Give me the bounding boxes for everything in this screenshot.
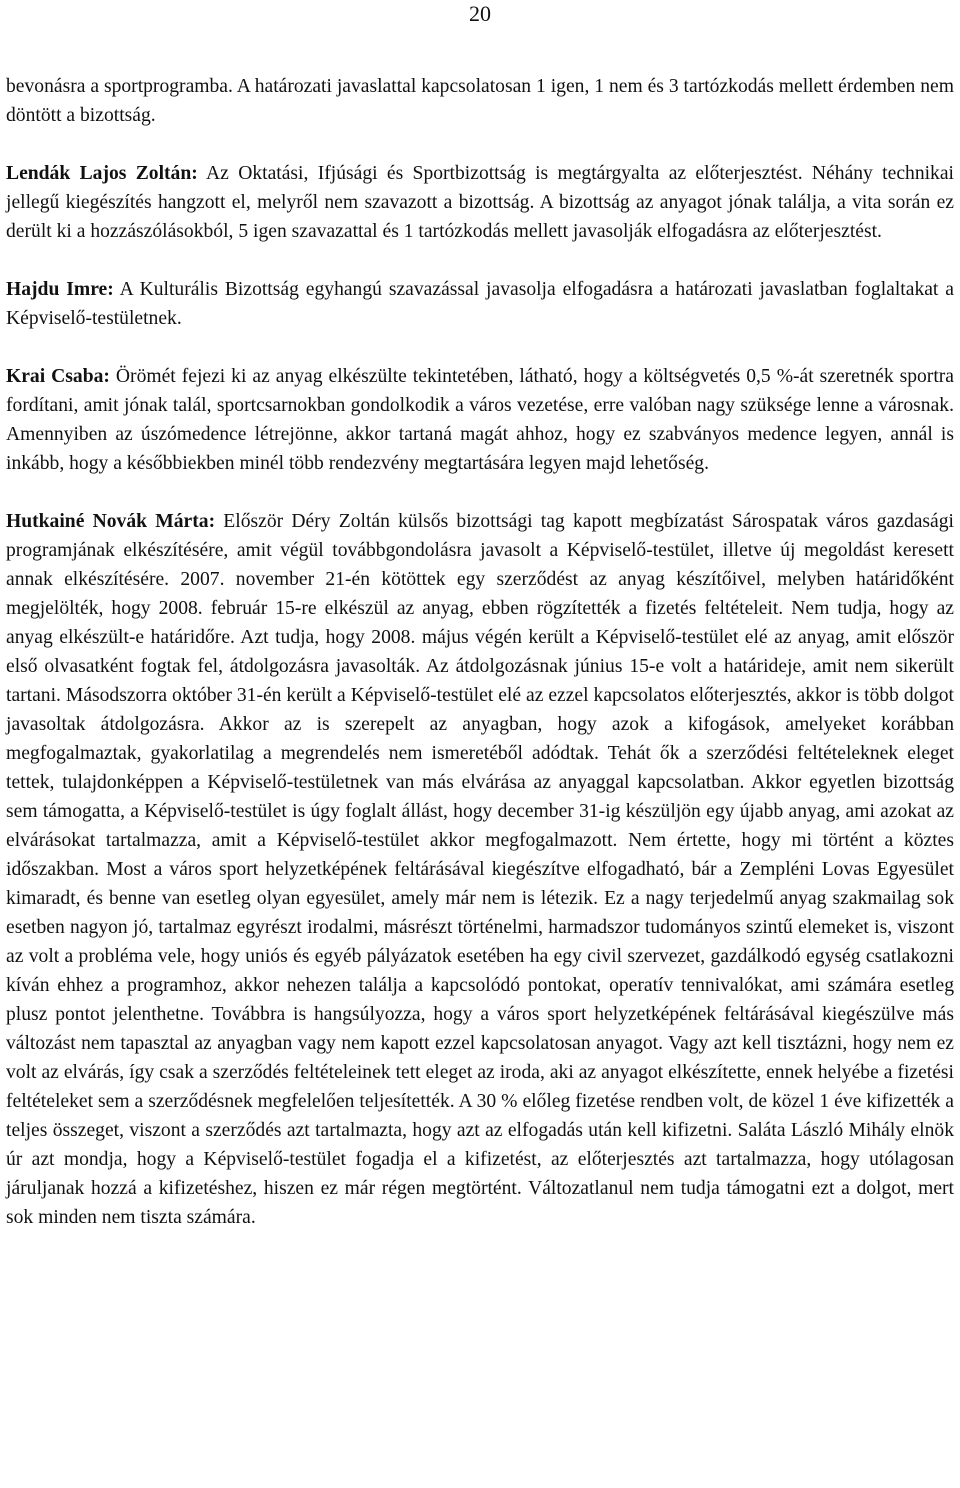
paragraph-krai <box>6 362 954 478</box>
paragraph-text: bevonásra a sportprogramba. A határozati javaslattal kapcsolatosan 1 igen, 1 nem és 3 tartózkodás mellett érdemben nem döntött a bizottság. <box>6 76 954 126</box>
paragraph-text: A Kulturális Bizottság egyhangú szavazással javasolja elfogadásra a határozati javaslatban foglaltakat a Képviselő-testületnek. <box>6 279 954 329</box>
paragraph-lendak <box>6 159 954 246</box>
paragraph-text: Először Déry Zoltán külsős bizottsági tag kapott megbízatást Sárospatak város gazdasági programjának elkészítésére, amit végül továbbgondolásra javasolt a Képviselő-testület, illetve új megoldást keresett annak elkészítésére. 2007. november 21-én kötöttek egy szerződést az anyag készítőivel, melyben határidőként megjelölték, hogy 2008. február 15-re elkészül az anyag, ebben rögzítették a fizetés feltételeit. Nem tudja, hogy az anyag elkészült-e határidőre. Azt tudja, hogy 2008. május végén került a Képviselő-testület elé az anyag, amit először első olvasatként fogtak fel, átdolgozásra javasolták. Az átdolgozásnak június 15-e volt a határideje, amit nem sikerült tartani. Másodszorra október 31-én került a Képviselő-testület elé az ezzel kapcsolatos előterjesztés, akkor is több dolgot javasoltak átdolgozásra. Akkor az is szerepelt az anyagban, hogy azok a kifogások, amelyeket korábban megfogalmaztak, gyakorlatilag a megrendelés nem ismeretéből adódtak. Tehát ők a szerződési feltételeknek eleget tettek, tulajdonképpen a Képviselő-testületnek van más elvárása az anyaggal kapcsolatban. Akkor egyetlen bizottság sem támogatta, a Képviselő-testület is úgy foglalt állást, hogy december 31-ig készüljön egy újabb anyag, ami azokat az elvárásokat tartalmazza, amit a Képviselő-testület akkor megfogalmazott. Nem értette, hogy mi történt a köztes időszakban. Most a város sport helyzetképének feltárásával kiegészítve elfogadható, bár a Zempléni Lovas Egyesület kimaradt, és benne van esetleg olyan egyesület, amely már nem is létezik. Ez a nagy terjedelmű anyag szakmailag sok esetben nagyon jó, tartalmaz egyrészt irodalmi, másrészt történelmi, harmadszor tudományos szintű elemeket is, viszont az volt a probléma vele, hogy uniós és egyéb pályázatok esetében ha egy civil szervezet, gazdálkodó egység csatlakozni kíván ehhez a programhoz, akkor nehezen találja a kapcsolódó pontokat, operatív tennivalókat, ami számára esetleg plusz pontot jelenthetne. Továbbra is hangsúlyozza, hogy a város sport helyzetképének feltárásával kiegészülve más változást nem tapasztal az anyagban vagy nem kapott ezzel kapcsolatosan anyagot. Vagy azt kell tisztázni, hogy nem ez volt az elvárás, így csak a szerződés feltételeinek tett eleget az iroda, aki az anyagot elkészítette, ennek helyébe a fizetési feltételeket sem a szerződésnek megfelelően teljesítették. A 30 % előleg fizetése rendben volt, de közel 1 éve kifizették a teljes összeget, viszont a szerződés azt tartalmazta, hogy azt az elfogadás után kell kifizetni. Saláta László Mihály elnök úr azt mondja, hogy a Képviselő-testület fogadja el a kifizetést, az előterjesztés azt tartalmazza, hogy utólagosan járuljanak hozzá a kifizetéshez, hiszen ez már régen megtörtént. Változatlanul nem tudja támogatni ezt a dolgot, mert sok minden nem tiszta számára. <box>6 511 954 1228</box>
paragraph-text: Az Oktatási, Ifjúsági és Sportbizottság is megtárgyalta az előterjesztést. Néhány technikai jellegű kiegészítés hangzott el, melyről nem szavazott a bizottság. A bizottság az anyagot jónak találja, a vita során ez derült ki a hozzászólásokból, 5 igen szavazattal és 1 tartózkodás mellett javasolják elfogadásra az előterjesztést. <box>6 163 954 242</box>
paragraph-intro <box>6 72 954 130</box>
speaker-name: Lendák Lajos Zoltán: <box>6 163 198 184</box>
document-body <box>6 72 954 1232</box>
paragraph-text: Örömét fejezi ki az anyag elkészülte tekintetében, látható, hogy a költségvetés 0,5 %-át szeretnék sportra fordítani, amit jónak talál, sportcsarnokban gondolkodik a város vezetése, erre valóban nagy szüksége lenne a városnak. Amennyiben az úszómedence létrejönne, akkor tartaná magát ahhoz, hogy ez szabványos medence legyen, annál is inkább, hogy a későbbiekben minél több rendezvény megtartására legyen majd lehetőség. <box>6 366 954 474</box>
paragraph-hajdu <box>6 275 954 333</box>
speaker-name: Hajdu Imre: <box>6 279 114 300</box>
paragraph-hutkaine <box>6 507 954 1232</box>
speaker-name: Krai Csaba: <box>6 366 110 387</box>
speaker-name: Hutkainé Novák Márta: <box>6 511 216 532</box>
page-number: 20 <box>469 1 491 26</box>
